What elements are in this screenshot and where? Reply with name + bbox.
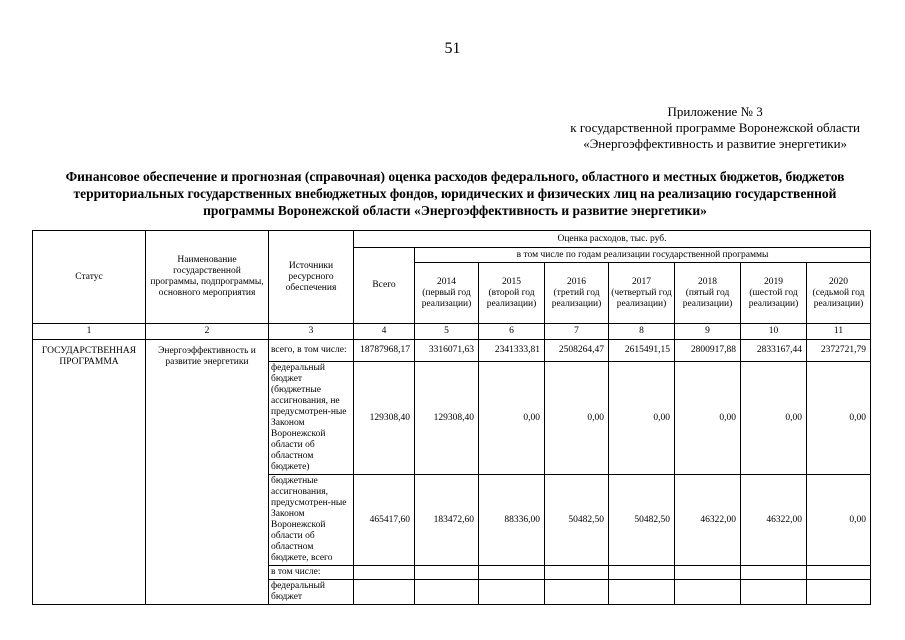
value-cell: 0,00 xyxy=(807,475,871,566)
source-cell: в том числе: xyxy=(269,566,354,580)
value-cell: 2833167,44 xyxy=(741,340,807,362)
value-cell xyxy=(415,566,479,580)
finance-table xyxy=(32,230,871,605)
value-cell: 88336,00 xyxy=(479,475,545,566)
year-label: 2014 xyxy=(437,276,456,287)
value-cell: 46322,00 xyxy=(741,475,807,566)
value-cell xyxy=(354,566,415,580)
value-cell xyxy=(807,566,871,580)
year-desc: (пятый год реализации) xyxy=(682,287,733,309)
column-number: 10 xyxy=(741,324,807,340)
value-cell: 2800917,88 xyxy=(675,340,741,362)
column-number: 9 xyxy=(675,324,741,340)
header-year xyxy=(479,263,545,324)
header-sources: Источники ресурсного обеспечения xyxy=(269,231,354,324)
year-desc: (шестой год реализации) xyxy=(748,287,799,309)
year-desc: (третий год реализации) xyxy=(551,287,602,309)
value-cell: 50482,50 xyxy=(545,475,609,566)
value-cell xyxy=(807,580,871,605)
year-label: 2015 xyxy=(502,276,521,287)
year-label: 2016 xyxy=(567,276,586,287)
header-year xyxy=(741,263,807,324)
value-cell: 2372721,79 xyxy=(807,340,871,362)
value-cell xyxy=(741,566,807,580)
source-cell: всего, в том числе: xyxy=(269,340,354,362)
column-number: 2 xyxy=(146,324,269,340)
year-label: 2018 xyxy=(698,276,717,287)
value-cell xyxy=(609,566,675,580)
program-name-cell: Энергоэффективность и развитие энергетики xyxy=(146,340,269,605)
year-label: 2020 xyxy=(829,276,848,287)
column-number: 1 xyxy=(33,324,146,340)
value-cell xyxy=(545,580,609,605)
value-cell: 0,00 xyxy=(675,362,741,475)
value-cell xyxy=(545,566,609,580)
value-cell xyxy=(479,580,545,605)
column-number: 3 xyxy=(269,324,354,340)
source-cell: федеральный бюджет (бюджетные ассигнования, не предусмотрен-ные Законом Воронежской области об областном бюджете) xyxy=(269,362,354,475)
appendix-block xyxy=(570,104,860,152)
header-year xyxy=(807,263,871,324)
value-cell: 2615491,15 xyxy=(609,340,675,362)
value-cell: 0,00 xyxy=(479,362,545,475)
page-number: 51 xyxy=(444,40,461,57)
value-cell: 0,00 xyxy=(545,362,609,475)
value-cell xyxy=(415,580,479,605)
year-desc: (первый год реализации) xyxy=(421,287,472,309)
value-cell: 0,00 xyxy=(807,362,871,475)
year-label: 2017 xyxy=(632,276,651,287)
header-estimate: Оценка расходов, тыс. руб. xyxy=(354,231,871,248)
value-cell: 50482,50 xyxy=(609,475,675,566)
value-cell xyxy=(479,566,545,580)
appendix-line-1: Приложение № 3 xyxy=(667,104,763,119)
value-cell: 465417,60 xyxy=(354,475,415,566)
column-number: 11 xyxy=(807,324,871,340)
status-cell: ГОСУДАРСТВЕННАЯ ПРОГРАММА xyxy=(33,340,146,605)
value-cell xyxy=(354,580,415,605)
header-year xyxy=(609,263,675,324)
source-cell: федеральный бюджет xyxy=(269,580,354,605)
header-name: Наименование государственной программы, подпрограммы, основного мероприятия xyxy=(146,231,269,324)
year-desc: (второй год реализации) xyxy=(486,287,537,309)
column-number: 4 xyxy=(354,324,415,340)
column-number: 5 xyxy=(415,324,479,340)
value-cell: 3316071,63 xyxy=(415,340,479,362)
value-cell: 0,00 xyxy=(741,362,807,475)
value-cell xyxy=(675,566,741,580)
value-cell xyxy=(741,580,807,605)
value-cell: 0,00 xyxy=(609,362,675,475)
value-cell xyxy=(609,580,675,605)
year-label: 2019 xyxy=(764,276,783,287)
header-year xyxy=(415,263,479,324)
value-cell: 18787968,17 xyxy=(354,340,415,362)
value-cell: 129308,40 xyxy=(354,362,415,475)
column-number: 8 xyxy=(609,324,675,340)
header-by-years: в том числе по годам реализации государственной программы xyxy=(415,248,871,263)
appendix-line-2: к государственной программе Воронежской области xyxy=(570,120,860,135)
value-cell: 2341333,81 xyxy=(479,340,545,362)
value-cell: 129308,40 xyxy=(415,362,479,475)
appendix-line-3: «Энергоэффективность и развитие энергетики» xyxy=(583,136,848,151)
table-row xyxy=(33,340,871,362)
header-status: Статус xyxy=(33,231,146,324)
value-cell: 46322,00 xyxy=(675,475,741,566)
header-total: Всего xyxy=(354,248,415,324)
year-desc: (седьмой год реализации) xyxy=(812,287,865,309)
source-cell: бюджетные ассигнования, предусмотрен-ные Законом Воронежской области об областном бюджете, всего xyxy=(269,475,354,566)
column-number: 7 xyxy=(545,324,609,340)
value-cell: 183472,60 xyxy=(415,475,479,566)
value-cell: 2508264,47 xyxy=(545,340,609,362)
year-desc: (четвертый год реализации) xyxy=(611,287,672,309)
header-year xyxy=(675,263,741,324)
document-title: Финансовое обеспечение и прогнозная (справочная) оценка расходов федерального, областного и местных бюджетов, бюджетов территориальных государственных внебюджетных фондов, юридических и физических лиц на реализацию государственной программы Воронежской области «Энергоэффективность и развитие энергетики» xyxy=(65,169,845,218)
column-number: 6 xyxy=(479,324,545,340)
value-cell xyxy=(675,580,741,605)
header-year xyxy=(545,263,609,324)
